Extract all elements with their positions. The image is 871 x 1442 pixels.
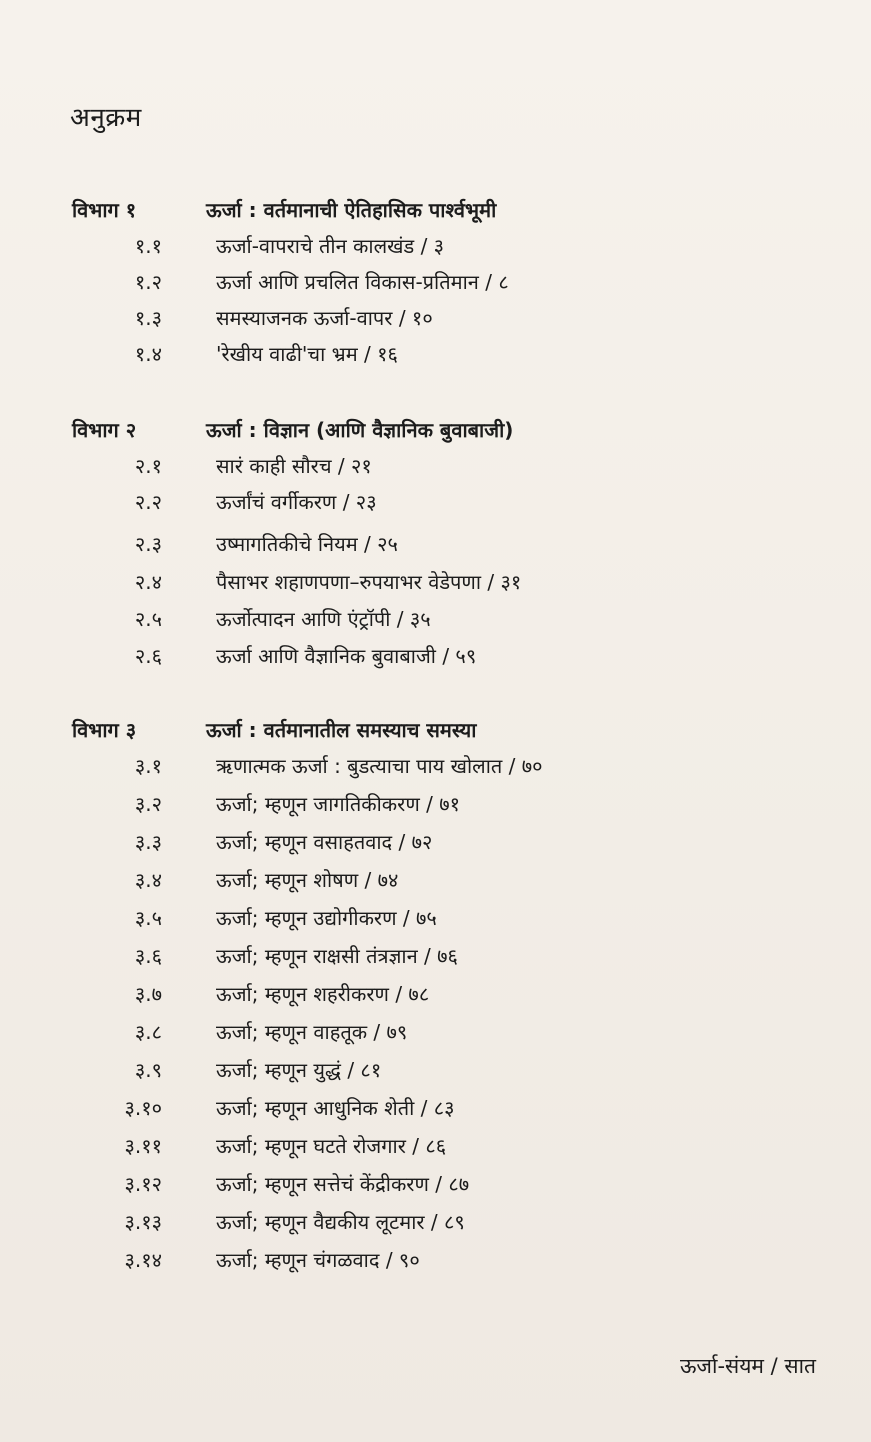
entry-text: ऊर्जा आणि वैज्ञानिक बुवाबाजी / ५९	[216, 644, 477, 668]
section-title: ऊर्जा : वर्तमानाची ऐतिहासिक पार्श्वभूमी	[206, 198, 497, 222]
toc-entry	[100, 790, 800, 820]
toc-entry	[100, 866, 800, 896]
section-heading-1	[72, 196, 772, 230]
entry-number: १.४	[134, 342, 162, 366]
toc-entry	[100, 642, 800, 672]
toc-entry	[100, 530, 800, 560]
entry-text: ऊर्जांचं वर्गीकरण / २३	[216, 490, 377, 514]
section-label: विभाग ३	[72, 718, 137, 742]
entry-text: ऊर्जा; म्हणून राक्षसी तंत्रज्ञान / ७६	[216, 944, 458, 968]
entry-text: ऊर्जा आणि प्रचलित विकास-प्रतिमान / ८	[216, 270, 509, 294]
entry-text: 'रेखीय वाढी'चा भ्रम / १६	[216, 342, 398, 366]
page-title: अनुक्रम	[70, 103, 142, 133]
entry-number: ३.७	[134, 982, 162, 1006]
entry-text: ऊर्जा-वापराचे तीन कालखंड / ३	[216, 234, 445, 258]
entry-number: २.६	[134, 644, 162, 668]
entry-number: १.३	[134, 306, 162, 330]
toc-entry	[100, 1208, 800, 1238]
entry-number: ३.१	[134, 754, 162, 778]
toc-entry	[100, 268, 800, 298]
entry-text: पैसाभर शहाणपणा–रुपयाभर वेडेपणा / ३१	[216, 570, 522, 594]
section-label: विभाग १	[72, 198, 137, 222]
toc-entry	[100, 980, 800, 1010]
section-title: ऊर्जा : वर्तमानातील समस्याच समस्या	[206, 718, 477, 742]
entry-number: २.४	[134, 570, 162, 594]
toc-entry	[100, 1056, 800, 1086]
entry-number: ३.११	[124, 1134, 162, 1158]
entry-text: उष्मागतिकीचे नियम / २५	[216, 532, 398, 556]
entry-text: ऊर्जा; म्हणून सत्तेचं केंद्रीकरण / ८७	[216, 1172, 470, 1196]
entry-number: २.१	[134, 454, 162, 478]
toc-entry	[100, 488, 800, 518]
page-footer: ऊर्जा-संयम / सात	[679, 1354, 816, 1378]
toc-entry	[100, 605, 800, 635]
entry-text: ऊर्जा; म्हणून युद्धं / ८१	[216, 1058, 382, 1082]
entry-number: ३.२	[134, 792, 162, 816]
toc-entry	[100, 752, 800, 782]
entry-number: ३.१३	[124, 1210, 162, 1234]
toc-entry	[100, 568, 800, 598]
section-label: विभाग २	[72, 418, 137, 442]
entry-text: सारं काही सौरच / २१	[216, 454, 372, 478]
entry-text: ऊर्जा; म्हणून उद्योगीकरण / ७५	[216, 906, 437, 930]
entry-text: ऊर्जा; म्हणून शहरीकरण / ७८	[216, 982, 430, 1006]
entry-text: ऊर्जा; म्हणून चंगळवाद / ९०	[216, 1248, 420, 1272]
entry-text: ऊर्जा; म्हणून वाहतूक / ७९	[216, 1020, 408, 1044]
entry-text: ऊर्जोत्पादन आणि एंट्रॉपी / ३५	[216, 607, 431, 631]
toc-entry	[100, 452, 800, 482]
entry-number: ३.८	[134, 1020, 162, 1044]
entry-number: २.३	[134, 532, 162, 556]
entry-text: ऊर्जा; म्हणून आधुनिक शेती / ८३	[216, 1096, 455, 1120]
entry-number: ३.१२	[124, 1172, 162, 1196]
entry-number: ३.१०	[124, 1096, 162, 1120]
toc-entry	[100, 1018, 800, 1048]
entry-text: ऊर्जा; म्हणून वसाहतवाद / ७२	[216, 830, 433, 854]
toc-entry	[100, 304, 800, 334]
entry-number: ३.९	[134, 1058, 162, 1082]
toc-entry	[100, 1170, 800, 1200]
toc-entry	[100, 232, 800, 262]
section-heading-2	[72, 416, 772, 450]
entry-text: ऊर्जा; म्हणून शोषण / ७४	[216, 868, 399, 892]
toc-entry	[100, 340, 800, 370]
entry-number: ३.३	[134, 830, 162, 854]
entry-number: २.५	[134, 607, 162, 631]
entry-number: २.२	[134, 490, 162, 514]
toc-entry	[100, 1094, 800, 1124]
entry-number: १.२	[134, 270, 162, 294]
entry-number: ३.६	[134, 944, 162, 968]
entry-text: समस्याजनक ऊर्जा-वापर / १०	[216, 306, 433, 330]
toc-entry	[100, 828, 800, 858]
entry-number: १.१	[134, 234, 162, 258]
entry-number: ३.१४	[124, 1248, 162, 1272]
entry-text: ऊर्जा; म्हणून घटते रोजगार / ८६	[216, 1134, 447, 1158]
entry-text: ऊर्जा; म्हणून वैद्यकीय लूटमार / ८९	[216, 1210, 465, 1234]
entry-number: ३.४	[134, 868, 162, 892]
section-title: ऊर्जा : विज्ञान (आणि वैज्ञानिक बुवाबाजी)	[206, 418, 514, 442]
section-heading-3	[72, 716, 772, 750]
entry-text: ऋणात्मक ऊर्जा : बुडत्याचा पाय खोलात / ७०	[216, 754, 543, 778]
toc-entry	[100, 1246, 800, 1276]
toc-entry	[100, 904, 800, 934]
toc-entry	[100, 942, 800, 972]
entry-text: ऊर्जा; म्हणून जागतिकीकरण / ७१	[216, 792, 461, 816]
entry-number: ३.५	[134, 906, 162, 930]
toc-entry	[100, 1132, 800, 1162]
